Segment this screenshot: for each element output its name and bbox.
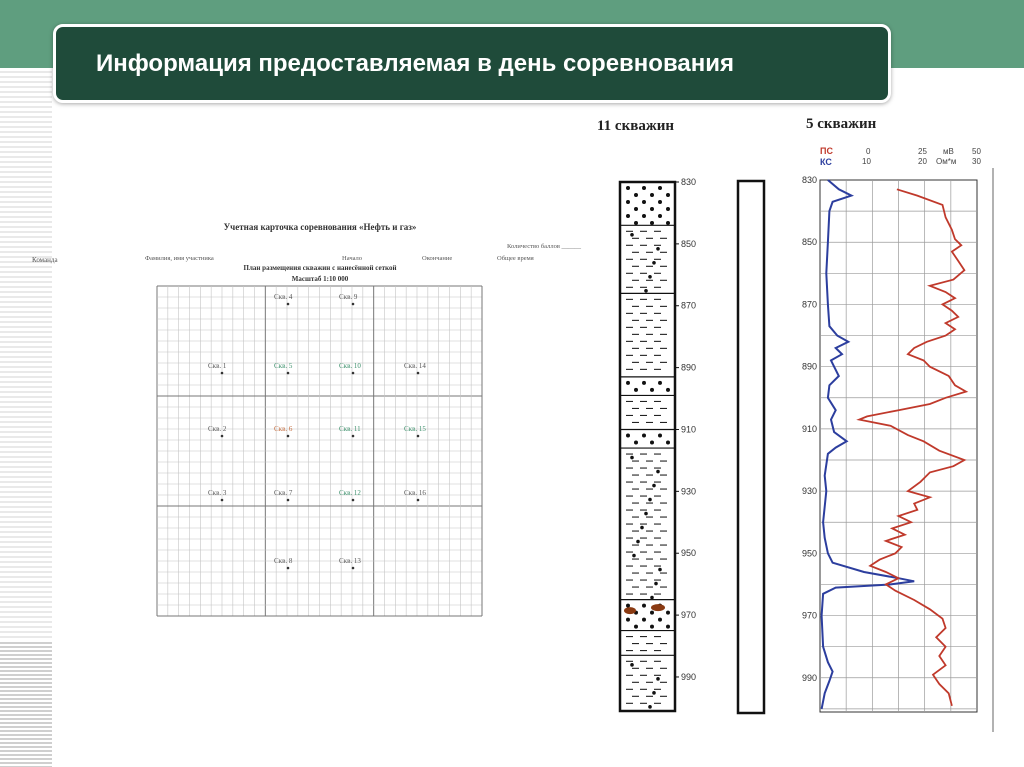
sand-dot xyxy=(642,200,646,204)
well-label: Скв. 1 xyxy=(208,362,227,370)
sand-dot xyxy=(650,207,654,211)
sand-dot xyxy=(658,381,662,385)
well-marker xyxy=(417,499,420,502)
log-depth-label: 830 xyxy=(801,175,817,185)
sand-dot xyxy=(666,440,670,444)
sand-dot xyxy=(626,381,630,385)
well-marker xyxy=(221,499,224,502)
lithology-column xyxy=(600,170,710,720)
well-marker xyxy=(417,435,420,438)
well-marker xyxy=(352,499,355,502)
well-label: Скв. 16 xyxy=(404,489,426,497)
well-label: Скв. 15 xyxy=(404,425,426,433)
sand-dot xyxy=(666,625,670,629)
sand-dot xyxy=(642,618,646,622)
well-label: Скв. 2 xyxy=(208,425,227,433)
well-label: Скв. 14 xyxy=(404,362,426,370)
ps-scale-1: 25 xyxy=(918,147,927,156)
plan-grid xyxy=(157,286,482,616)
silt-dot xyxy=(656,247,660,251)
card-start-label: Начало xyxy=(342,255,363,262)
plan-scale: Масштаб 1:10 000 xyxy=(291,275,349,283)
depth-label: 970 xyxy=(681,610,697,621)
well-marker xyxy=(287,435,290,438)
depth-label: 830 xyxy=(681,177,697,187)
sand-dot xyxy=(634,193,638,197)
sand-dot xyxy=(626,214,630,218)
well-marker xyxy=(221,372,224,375)
silt-dot xyxy=(652,261,656,265)
card-score-label: Количество баллов ______ xyxy=(507,243,582,250)
title-box xyxy=(53,24,891,103)
sand-dot xyxy=(650,611,654,615)
sand-dot xyxy=(634,221,638,225)
silt-dot xyxy=(630,233,634,237)
well-label: Скв. 7 xyxy=(274,489,293,497)
sand-dot xyxy=(650,193,654,197)
card-title: Учетная карточка соревнования «Нефть и газ» xyxy=(223,222,417,232)
sand-dot xyxy=(650,388,654,392)
silt-dot xyxy=(652,484,656,488)
well-marker xyxy=(352,435,355,438)
well-marker xyxy=(287,372,290,375)
silt-dot xyxy=(656,677,660,681)
well-label: Скв. 10 xyxy=(339,362,361,370)
sand-dot xyxy=(626,604,630,608)
card-end-label: Окончание xyxy=(422,255,453,262)
sand-dot xyxy=(642,186,646,190)
well-label: Скв. 5 xyxy=(274,362,293,370)
silt-dot xyxy=(652,691,656,695)
sand-dot xyxy=(650,221,654,225)
ps-scale-2: 50 xyxy=(972,147,981,156)
ks-scale-2: 30 xyxy=(972,157,981,166)
silt-dot xyxy=(658,568,662,572)
ks-scale-1: 20 xyxy=(918,157,927,166)
well-label: Скв. 6 xyxy=(274,425,293,433)
well-label: Скв. 4 xyxy=(274,293,293,301)
silt-dot xyxy=(636,540,640,544)
silt-dot xyxy=(630,663,634,667)
log-depth-label: 970 xyxy=(801,610,817,621)
side-stripes-dark xyxy=(0,640,52,767)
silt-dot xyxy=(654,582,658,586)
sand-dot xyxy=(642,433,646,437)
well-marker xyxy=(221,435,224,438)
silt-dot xyxy=(648,498,652,502)
lithology-frame xyxy=(620,182,675,711)
sand-dot xyxy=(634,440,638,444)
log-depth-label: 890 xyxy=(801,361,817,372)
silt-dot xyxy=(632,554,636,558)
sand-dot xyxy=(642,604,646,608)
sand-dot xyxy=(666,388,670,392)
log-depth-label: 950 xyxy=(801,548,817,559)
sand-dot xyxy=(626,433,630,437)
well-marker xyxy=(352,303,355,306)
log-grid xyxy=(820,180,977,712)
ps-unit: мВ xyxy=(943,147,954,156)
card-team-label: Команда xyxy=(32,256,58,264)
well-marker xyxy=(287,303,290,306)
depth-label: 930 xyxy=(681,486,697,497)
oil-blob xyxy=(651,604,665,611)
sand-dot xyxy=(642,214,646,218)
plan-title: План размещения скважин с нанесённой сеткой xyxy=(243,264,397,272)
log-depth-label: 910 xyxy=(801,423,817,434)
silt-dot xyxy=(648,275,652,279)
blank-column-box xyxy=(738,181,764,713)
blank-column xyxy=(732,176,772,716)
depth-label: 990 xyxy=(681,671,697,682)
silt-dot xyxy=(648,705,652,709)
card-participant-label: Фамилия, имя участника xyxy=(145,255,214,262)
sand-dot xyxy=(658,214,662,218)
depth-label: 890 xyxy=(681,362,697,373)
sand-dot xyxy=(666,221,670,225)
well-label: Скв. 8 xyxy=(274,557,293,565)
label-5-wells: 5 скважин xyxy=(806,116,877,132)
silt-dot xyxy=(630,456,634,460)
sand-dot xyxy=(626,200,630,204)
card-time-label: Общее время xyxy=(497,255,534,262)
sand-dot xyxy=(666,207,670,211)
ps-scale-0: 0 xyxy=(866,147,871,156)
well-marker xyxy=(417,372,420,375)
sand-dot xyxy=(626,186,630,190)
label-11-wells: 11 скважин xyxy=(597,118,674,134)
well-marker xyxy=(352,567,355,570)
sand-dot xyxy=(666,611,670,615)
well-marker xyxy=(352,372,355,375)
sand-dot xyxy=(650,625,654,629)
silt-dot xyxy=(656,470,660,474)
well-label: Скв. 11 xyxy=(339,425,361,433)
well-marker xyxy=(287,499,290,502)
depth-label: 950 xyxy=(681,548,697,559)
sand-dot xyxy=(658,186,662,190)
ks-scale-0: 10 xyxy=(862,157,871,166)
well-label: Скв. 12 xyxy=(339,489,361,497)
sand-dot xyxy=(634,388,638,392)
sand-dot xyxy=(658,618,662,622)
well-label: Скв. 13 xyxy=(339,557,361,565)
log-depth-label: 850 xyxy=(801,237,817,248)
sand-dot xyxy=(626,618,630,622)
sand-dot xyxy=(650,440,654,444)
depth-label: 850 xyxy=(681,238,697,249)
silt-dot xyxy=(644,289,648,293)
sand-dot xyxy=(634,207,638,211)
silt-dot xyxy=(640,526,644,530)
well-marker xyxy=(287,567,290,570)
silt-dot xyxy=(644,512,648,516)
well-log-chart xyxy=(790,140,1000,740)
log-depth-label: 870 xyxy=(801,299,817,310)
oil-blob xyxy=(624,607,636,614)
well-label: Скв. 9 xyxy=(339,293,358,301)
sand-dot xyxy=(642,381,646,385)
competition-card xyxy=(20,210,620,630)
depth-label: 870 xyxy=(681,300,697,311)
depth-label: 910 xyxy=(681,424,697,435)
ks-label: КС xyxy=(820,157,832,167)
sand-dot xyxy=(658,200,662,204)
sand-dot xyxy=(634,625,638,629)
log-depth-label: 990 xyxy=(801,672,817,683)
silt-dot xyxy=(650,596,654,600)
sand-dot xyxy=(658,433,662,437)
ks-unit: Ом*м xyxy=(936,157,957,166)
ps-label: ПС xyxy=(820,146,833,156)
slide-title: Информация предоставляемая в день соревнования xyxy=(96,49,734,77)
sand-dot xyxy=(666,193,670,197)
well-label: Скв. 3 xyxy=(208,489,227,497)
log-depth-label: 930 xyxy=(801,486,817,497)
